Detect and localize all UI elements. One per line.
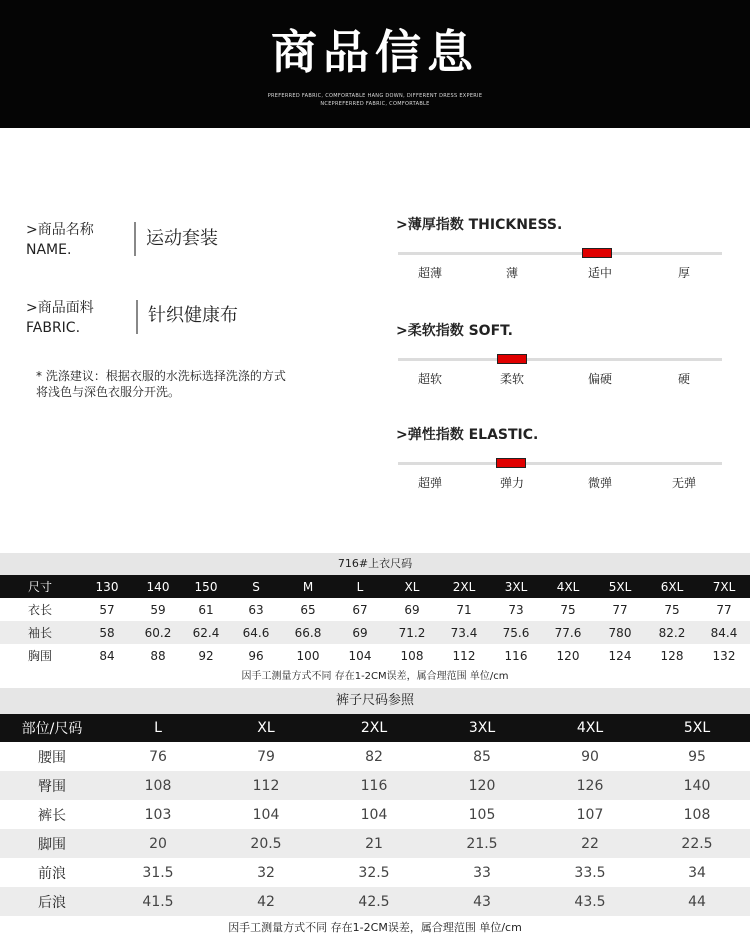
table-row [0,887,750,916]
table-header-cell: S [230,575,282,598]
table-cell: 62.4 [182,621,230,644]
scale-label: 薄 [505,266,519,280]
scale-label: 偏硬 [587,372,613,386]
table-cell: 100 [282,644,334,667]
washing-advice [36,368,336,400]
table-cell: 22.5 [644,829,750,858]
table-row [0,742,750,771]
table-cell: 120 [542,644,594,667]
table-cell: 58 [80,621,134,644]
washing-advice-line1: * 洗涤建议：根据衣服的水洗标选择洗涤的方式 [36,369,286,383]
table-cell: 32.5 [320,858,428,887]
table-cell: 衣长 [0,598,80,621]
product-name-label-cn: >商品名称 [26,222,94,238]
table-cell: 22 [536,829,644,858]
table-cell: 77.6 [542,621,594,644]
table-cell: 108 [104,771,212,800]
table-row [0,829,750,858]
table-cell: 21 [320,829,428,858]
scale-label: 柔软 [499,372,525,386]
table-header-cell: 2XL [438,575,490,598]
table-header-cell: 6XL [646,575,698,598]
top-size-table [0,575,750,667]
table-cell: 34 [644,858,750,887]
table-header-cell: XL [386,575,438,598]
scale-marker [496,458,526,468]
table-cell: 42 [212,887,320,916]
table-cell: 63 [230,598,282,621]
table-cell: 780 [594,621,646,644]
table-cell: 126 [536,771,644,800]
table-cell: 32 [212,858,320,887]
table-row [0,800,750,829]
table-cell: 66.8 [282,621,334,644]
table-cell: 41.5 [104,887,212,916]
divider [136,300,138,334]
table-cell: 42.5 [320,887,428,916]
pants-size-table-caption: 裤子尺码参照 [0,688,750,714]
table-cell: 71 [438,598,490,621]
table-cell: 128 [646,644,698,667]
table-cell: 104 [212,800,320,829]
scale-track [398,252,722,255]
table-cell: 20.5 [212,829,320,858]
table-cell: 140 [644,771,750,800]
table-header-cell: 5XL [594,575,646,598]
table-cell: 116 [490,644,542,667]
scale-label: 硬 [677,372,691,386]
table-cell: 65 [282,598,334,621]
table-cell: 85 [428,742,536,771]
table-cell: 43.5 [536,887,644,916]
table-cell: 59 [134,598,182,621]
table-cell: 31.5 [104,858,212,887]
table-row [0,858,750,887]
table-cell: 120 [428,771,536,800]
table-cell: 103 [104,800,212,829]
table-row [0,644,750,667]
scale-label: 超弹 [417,476,443,490]
scale-0 [396,216,722,280]
fabric-label-en: FABRIC. [26,320,81,336]
table-cell: 132 [698,644,750,667]
table-cell: 92 [182,644,230,667]
table-header-cell: 140 [134,575,182,598]
fabric-value: 针织健康布 [148,305,238,326]
table-cell: 105 [428,800,536,829]
table-cell: 88 [134,644,182,667]
scale-title: >弹性指数 ELASTIC. [396,427,539,443]
scale-label: 超薄 [417,266,443,280]
scale-label: 厚 [677,266,691,280]
table-cell: 64.6 [230,621,282,644]
table-cell: 69 [334,621,386,644]
table-header-cell: 130 [80,575,134,598]
table-cell: 43 [428,887,536,916]
table-header-cell: 4XL [542,575,594,598]
table-cell: 33.5 [536,858,644,887]
table-cell: 108 [644,800,750,829]
table-cell: 61 [182,598,230,621]
table-cell: 69 [386,598,438,621]
table-header-cell: 3XL [428,714,536,742]
table-cell: 90 [536,742,644,771]
scale-label: 超软 [417,372,443,386]
scale-label: 无弹 [671,476,697,490]
washing-advice-line2: 将浅色与深色衣服分开洗。 [36,385,181,399]
table-header-cell: 尺寸 [0,575,80,598]
table-cell: 104 [320,800,428,829]
table-header-cell: M [282,575,334,598]
table-header-cell: L [104,714,212,742]
page-title: 商品信息 [271,25,479,79]
table-header-cell: 2XL [320,714,428,742]
table-cell: 裤长 [0,800,104,829]
table-cell: 112 [212,771,320,800]
table-cell: 84.4 [698,621,750,644]
table-cell: 21.5 [428,829,536,858]
table-cell: 73 [490,598,542,621]
table-cell: 96 [230,644,282,667]
scale-2 [396,426,722,490]
table-cell: 107 [536,800,644,829]
table-cell: 124 [594,644,646,667]
table-cell: 腰围 [0,742,104,771]
table-cell: 95 [644,742,750,771]
table-cell: 20 [104,829,212,858]
table-cell: 76 [104,742,212,771]
table-cell: 108 [386,644,438,667]
pants-size-table [0,714,750,916]
table-cell: 84 [80,644,134,667]
table-header-cell: L [334,575,386,598]
table-cell: 77 [594,598,646,621]
header-subtitle-line2: NCEPREFERRED FABRIC, COMFORTABLE [320,101,430,107]
table-row [0,771,750,800]
table-row [0,621,750,644]
table-cell: 袖长 [0,621,80,644]
pants-size-table-note: 因手工测量方式不同 存在1-2CM误差，属合理范围 单位/cm [228,921,522,934]
table-header-cell: 5XL [644,714,750,742]
table-cell: 33 [428,858,536,887]
table-cell: 77 [698,598,750,621]
top-size-table-caption: 716#上衣尺码 [0,553,750,575]
table-row [0,598,750,621]
product-name-label-en: NAME. [26,242,72,258]
table-cell: 104 [334,644,386,667]
table-cell: 116 [320,771,428,800]
table-cell: 胸围 [0,644,80,667]
table-cell: 后浪 [0,887,104,916]
table-cell: 73.4 [438,621,490,644]
scale-label: 弹力 [499,476,525,490]
product-name-value: 运动套装 [146,228,218,249]
table-cell: 60.2 [134,621,182,644]
table-header-cell: XL [212,714,320,742]
header-subtitle-line1: PREFERRED FABRIC, COMFORTABLE HANG DOWN, DIFFERENT DRESS EXPERIE [267,93,483,99]
table-cell: 臀围 [0,771,104,800]
table-cell: 82 [320,742,428,771]
fabric-label [26,298,94,338]
table-cell: 75.6 [490,621,542,644]
top-size-table-note: 因手工测量方式不同 存在1-2CM误差，属合理范围 单位/cm [241,671,509,682]
product-name-label [26,220,94,260]
fabric-label-cn: >商品面料 [26,300,94,316]
scale-marker [582,248,612,258]
scale-title: >薄厚指数 THICKNESS. [396,217,563,233]
scale-1 [396,322,722,386]
table-cell: 79 [212,742,320,771]
scale-label: 微弹 [587,476,613,490]
scale-track [398,462,722,465]
table-cell: 112 [438,644,490,667]
table-cell: 44 [644,887,750,916]
table-header-cell: 4XL [536,714,644,742]
table-header-cell: 7XL [698,575,750,598]
table-header-cell: 3XL [490,575,542,598]
header-banner [0,0,750,128]
scale-marker [497,354,527,364]
scale-label: 适中 [587,266,613,280]
divider [134,222,136,256]
scale-title: >柔软指数 SOFT. [396,323,513,339]
table-cell: 前浪 [0,858,104,887]
table-cell: 75 [646,598,698,621]
scale-track [398,358,722,361]
table-cell: 82.2 [646,621,698,644]
table-cell: 67 [334,598,386,621]
table-header-cell: 150 [182,575,230,598]
table-cell: 脚围 [0,829,104,858]
table-cell: 75 [542,598,594,621]
table-cell: 57 [80,598,134,621]
table-cell: 71.2 [386,621,438,644]
table-header-cell: 部位/尺码 [0,714,104,742]
